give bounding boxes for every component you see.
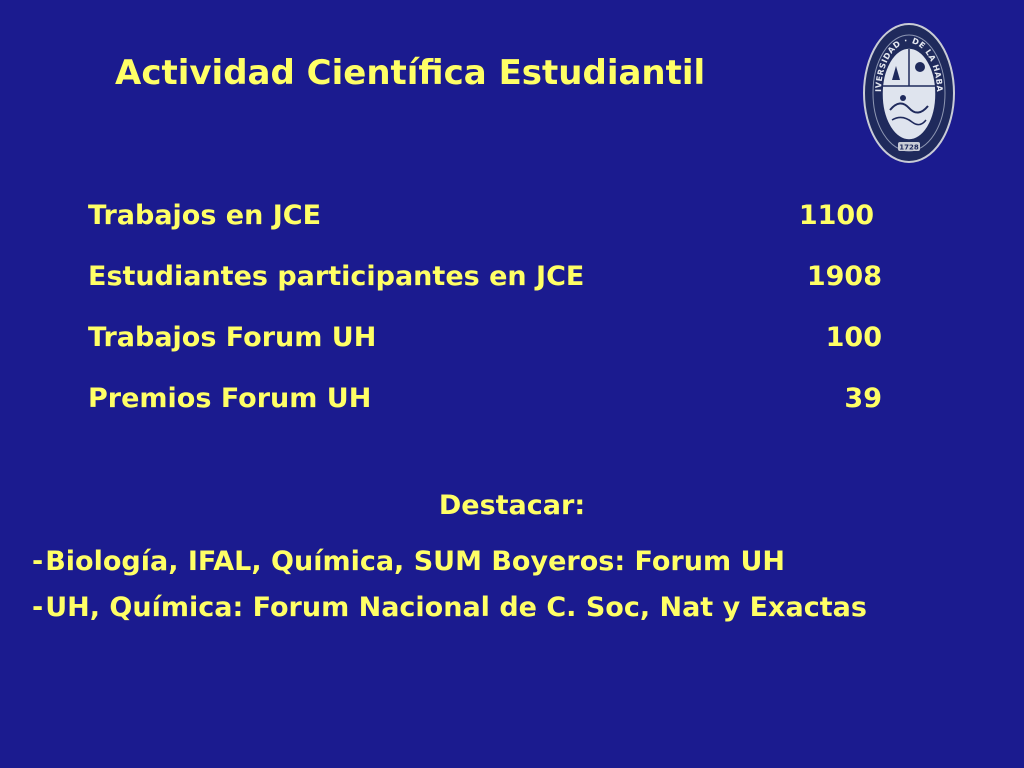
highlights-list [32,545,992,637]
stat-label: Estudiantes participantes en JCE [88,261,585,292]
stat-value: 39 [844,383,882,414]
dash-marker: - [32,546,44,577]
svg-text:UNIVERSIDAD · DE LA HABANA: IVERSIDAD · DE LA HABA [873,36,945,93]
stat-row-trabajos-forum [88,318,888,379]
stat-label: Trabajos en JCE [88,200,322,231]
highlight-text: Biología, IFAL, Química, SUM Boyeros: Forum UH [45,546,786,577]
stat-row-trabajos-jce [88,196,888,257]
stat-row-estudiantes-jce [88,257,888,318]
stats-table [88,196,888,440]
highlights-heading: Destacar: [438,490,586,521]
university-seal-logo [862,22,956,164]
stat-value: 1100 [798,200,874,231]
stat-label: Premios Forum UH [88,383,372,414]
dash-marker: - [32,592,44,623]
stat-value: 100 [825,322,882,353]
highlight-item [32,591,992,625]
stat-label: Trabajos Forum UH [88,322,377,353]
slide-title: Actividad Científica Estudiantil [115,53,706,93]
stat-value: 1908 [806,261,882,292]
highlight-item [32,545,992,579]
stat-row-premios-forum [88,379,888,440]
svg-text:1728: 1728 [899,143,919,152]
highlight-text: UH, Química: Forum Nacional de C. Soc, Nat y Exactas [45,592,867,623]
